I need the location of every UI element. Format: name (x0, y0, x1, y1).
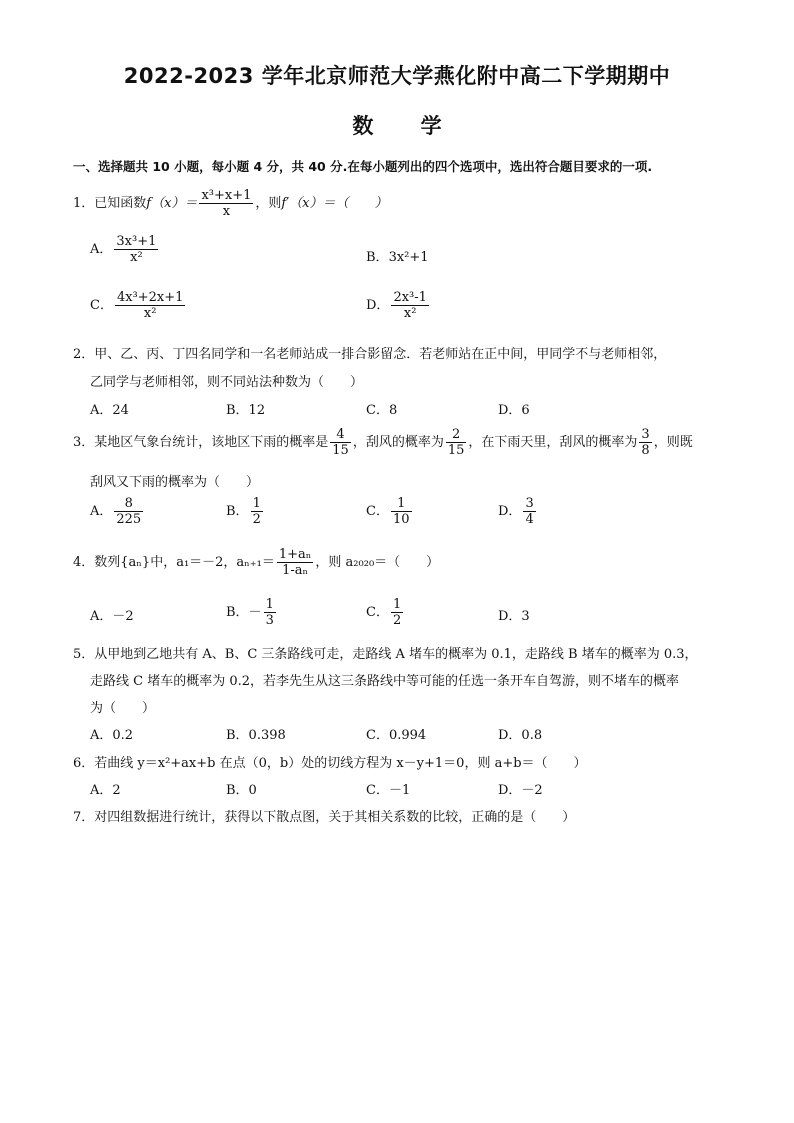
q5-option-c: C．0.994 (366, 728, 427, 743)
q1-fraction: $\frac{\text{x³+x+1}}{x}$ (201, 188, 252, 219)
q1-option-c: C． $\frac{\text{4x³+2x+1}}{\text{x²}}$ (90, 290, 184, 321)
q5-option-a: A．0.2 (90, 728, 134, 743)
section-heading: 一、选择题共 10 小题，每小题 4 分，共 40 分.在每小题列出的四个选项中，选出符合题目要求的一项. (73, 159, 653, 174)
q5-option-b: B．0.398 (226, 728, 286, 743)
q1-option-d: D． $\frac{\text{2x³-1}}{\text{x²}}$ (366, 290, 427, 321)
q2-option-a: A．24 (90, 403, 129, 418)
q4-option-b: B．－ $\frac{1}{3}$ (226, 597, 274, 628)
question-2-line-1: 2．甲、乙、丙、丁四名同学和一名老师站成一排合影留念．若老师站在正中间，甲同学不与老师相邻， (73, 347, 667, 362)
q4-option-c: C． $\frac{1}{2}$ (366, 597, 402, 628)
question-5-line-1: 5．从甲地到乙地共有 A、B、C 三条路线可走，走路线 A 堵车的概率为 0.1，走路线 B 堵车的概率为 0.3， (73, 647, 698, 662)
q1-option-b: B．3x²+1 (366, 250, 429, 265)
q4-option-d: D．3 (498, 609, 530, 624)
q3-option-c: C． $\frac{1}{10}$ (366, 496, 410, 527)
q6-option-a: A．2 (90, 783, 121, 798)
q3-option-a: A． $\frac{8}{225}$ (90, 496, 142, 527)
question-2-line-2: 乙同学与老师相邻，则不同站法种数为（ ） (90, 375, 364, 390)
question-5-line-2: 走路线 C 堵车的概率为 0.2，若李先生从这三条路线中等可能的任选一条开车自驾游，则不堵车的概率 (90, 674, 680, 689)
question-7: 7．对四组数据进行统计，获得以下散点图，关于其相关系数的比较，正确的是（ ） (73, 810, 576, 825)
q5-option-d: D．0.8 (498, 728, 543, 743)
question-3-line-1: 3．某地区气象台统计，该地区下雨的概率是 $\frac{4}{15}$ ，刮风的概率为 $\frac{2}{15}$ ，在下雨天里，刮风的概率为 $\frac{3}{8}$ ，则既 (73, 427, 693, 458)
question-1: 1．已知函数f（x）＝ $\frac{\text{x³+x+1}}{x}$ ，则f′（x）＝（ ） (73, 188, 388, 219)
exam-subject: 数 学 (352, 114, 442, 138)
q6-option-b: B．0 (226, 783, 257, 798)
question-4: 4．数列{aₙ}中，a₁＝－2，aₙ₊₁＝ $\frac{\text{1+aₙ}}{\text{1-aₙ}}$ ，则 a₂₀₂₀＝（ ） (73, 547, 440, 578)
q6-option-d: D．－2 (498, 783, 543, 798)
question-3-line-2: 刮风又下雨的概率为（ ） (90, 475, 260, 490)
q4-option-a: A．－2 (90, 609, 134, 624)
q2-option-b: B．12 (226, 403, 266, 418)
q1-option-a: A． $\frac{\text{3x³+1}}{\text{x²}}$ (90, 234, 157, 265)
q3-option-d: D． $\frac{3}{4}$ (498, 496, 534, 527)
question-5-line-3: 为（ ） (90, 701, 156, 716)
q2-option-c: C．8 (366, 403, 398, 418)
q3-option-b: B． $\frac{1}{2}$ (226, 496, 261, 527)
q2-option-d: D．6 (498, 403, 530, 418)
q6-option-c: C．－1 (366, 783, 411, 798)
question-6: 6．若曲线 y＝x²+ax+b 在点（0，b）处的切线方程为 x－y+1＝0，则 a+b＝（ ） (73, 756, 587, 771)
exam-title: 2022-2023 学年北京师范大学燕化附中高二下学期期中 (123, 64, 671, 88)
